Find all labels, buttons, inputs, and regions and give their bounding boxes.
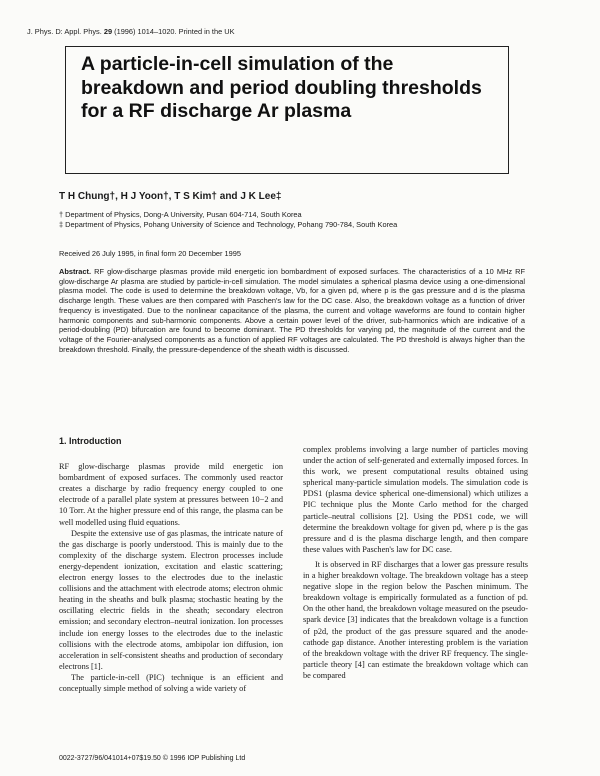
journal-header bbox=[27, 27, 235, 36]
affiliations bbox=[59, 210, 519, 229]
affiliation-dong-a: † Department of Physics, Dong-A University, Pusan 604-714, South Korea bbox=[59, 210, 302, 219]
right-column bbox=[303, 444, 528, 681]
author-list: T H Chung†, H J Yoon†, T S Kim† and J K Lee‡ bbox=[59, 191, 282, 202]
journal-name: J. Phys. D: Appl. Phys. bbox=[27, 27, 102, 36]
received-date: Received 26 July 1995, in final form 20 December 1995 bbox=[59, 249, 241, 258]
journal-pages: (1996) 1014–1020. Printed in the UK bbox=[114, 27, 235, 36]
abstract-label: Abstract. bbox=[59, 267, 92, 276]
intro-paragraph-1: RF glow-discharge plasmas provide mild energetic ion bombardment of exposed surfaces. The commonly used reactor creates a discharge by radio frequency energy coupled to one electrode of a parallel plate system at pressures between 10−2 and 10 Torr. At the higher pressure end of this range, the plasma can be well modelled using fluid equations. bbox=[59, 462, 283, 527]
journal-volume: 29 bbox=[103, 27, 113, 36]
abstract-text: RF glow-discharge plasmas provide mild energetic ion bombardment of exposed surfaces. The characteristics of a 10 MHz RF glow-discharge Ar plasma are studied by particle-in-cell simulation. The model simulates a spherical plasma device using a one-dimensional plasma model. The code is used to determine the breakdown voltage, Vb, for a given pd, where p is the gas pressure and d is the plasma discharge length. These values are then compared with Paschen's law for the DC case. Also, the breakdown voltage as a function of driver frequency is investigated. Due to the nonlinear capacitance of the plasma, the current and voltage waveforms are found to contain higher harmonic components and sub-harmonic components. Above a certain power level of the driver, sub-harmonics which are indicative of a period-doubling (PD) bifurcation are found to become dominant. The PD thresholds for varying pd, the magnitude of the current and the voltage of the Fourier-analysed components as a function of applied RF voltages are calculated. The PD threshold is always higher than the breakdown threshold. Finally, the pressure-dependence of the sheath width is discussed. bbox=[59, 267, 525, 354]
abstract bbox=[59, 267, 525, 354]
paper-title: A particle-in-cell simulation of the breakdown and period doubling thresholds for a RF discharge Ar plasma bbox=[81, 53, 482, 122]
intro-paragraph-3-cont: complex problems involving a large number of particles moving under the action of self-generated and externally imposed forces. In this work, we present computational results obtained using spherical many-particle simulation models. The simulation code is PDS1 (plasma device spherical one-dimensional) which utilizes a PIC technique plus the Monte Carlo method for the charged particle–neutral collisions [2]. Using the PDS1 code, we will determine the breakdown voltage for given pd, where p is the gas pressure and d is the plasma discharge length, and then compare these values with Paschen's law for DC case. bbox=[303, 445, 528, 554]
section-heading-introduction: 1. Introduction bbox=[59, 436, 122, 446]
intro-paragraph-2: Despite the extensive use of gas plasmas, the intricate nature of the gas discharge is poorly understood. This is mainly due to the complexity of the discharge system. Electron processes include energy-dependent ionization, excitation and elastic scattering; electron energy losses to the electrodes due to the inelastic collisions and the attachment with electrode atoms; electron ohmic heating in the sheaths and bulk plasma; stochastic heating by the oscillating electric fields in the sheath; secondary electron emission; and secondary electron–neutral ionization. Ion processes include ion energy losses to the electrodes due to the inelastic collisions with the electrode atoms, ambipolar ion diffusion, ion acceleration in self-consistent sheaths and production of secondary electrons [1]. bbox=[59, 528, 283, 671]
affiliation-pohang: ‡ Department of Physics, Pohang University of Science and Technology, Pohang 790-784, South Korea bbox=[59, 219, 398, 229]
left-column bbox=[59, 436, 283, 694]
intro-paragraph-3: The particle-in-cell (PIC) technique is an efficient and conceptually simple method of solving a wide variety of bbox=[59, 672, 283, 693]
intro-paragraph-4: It is observed in RF discharges that a lower gas pressure results in a higher breakdown voltage. The breakdown voltage has a steep negative slope in the region below the Paschen minimum. The breakdown voltage is empirically formulated as a function of pd. On the other hand, the breakdown voltage measured on the pseudo-spark device [3] indicates that the breakdown voltage is a function of p2d, the product of the gas pressure squared and the anode-cathode gap distance. Another interesting problem is the variation of the breakdown voltage with the driver RF frequency. The single-particle theory [4] can estimate the breakdown voltage which can be compared bbox=[303, 559, 528, 680]
copyright-footer: 0022-3727/96/041014+07$19.50 © 1996 IOP Publishing Ltd bbox=[59, 755, 246, 762]
